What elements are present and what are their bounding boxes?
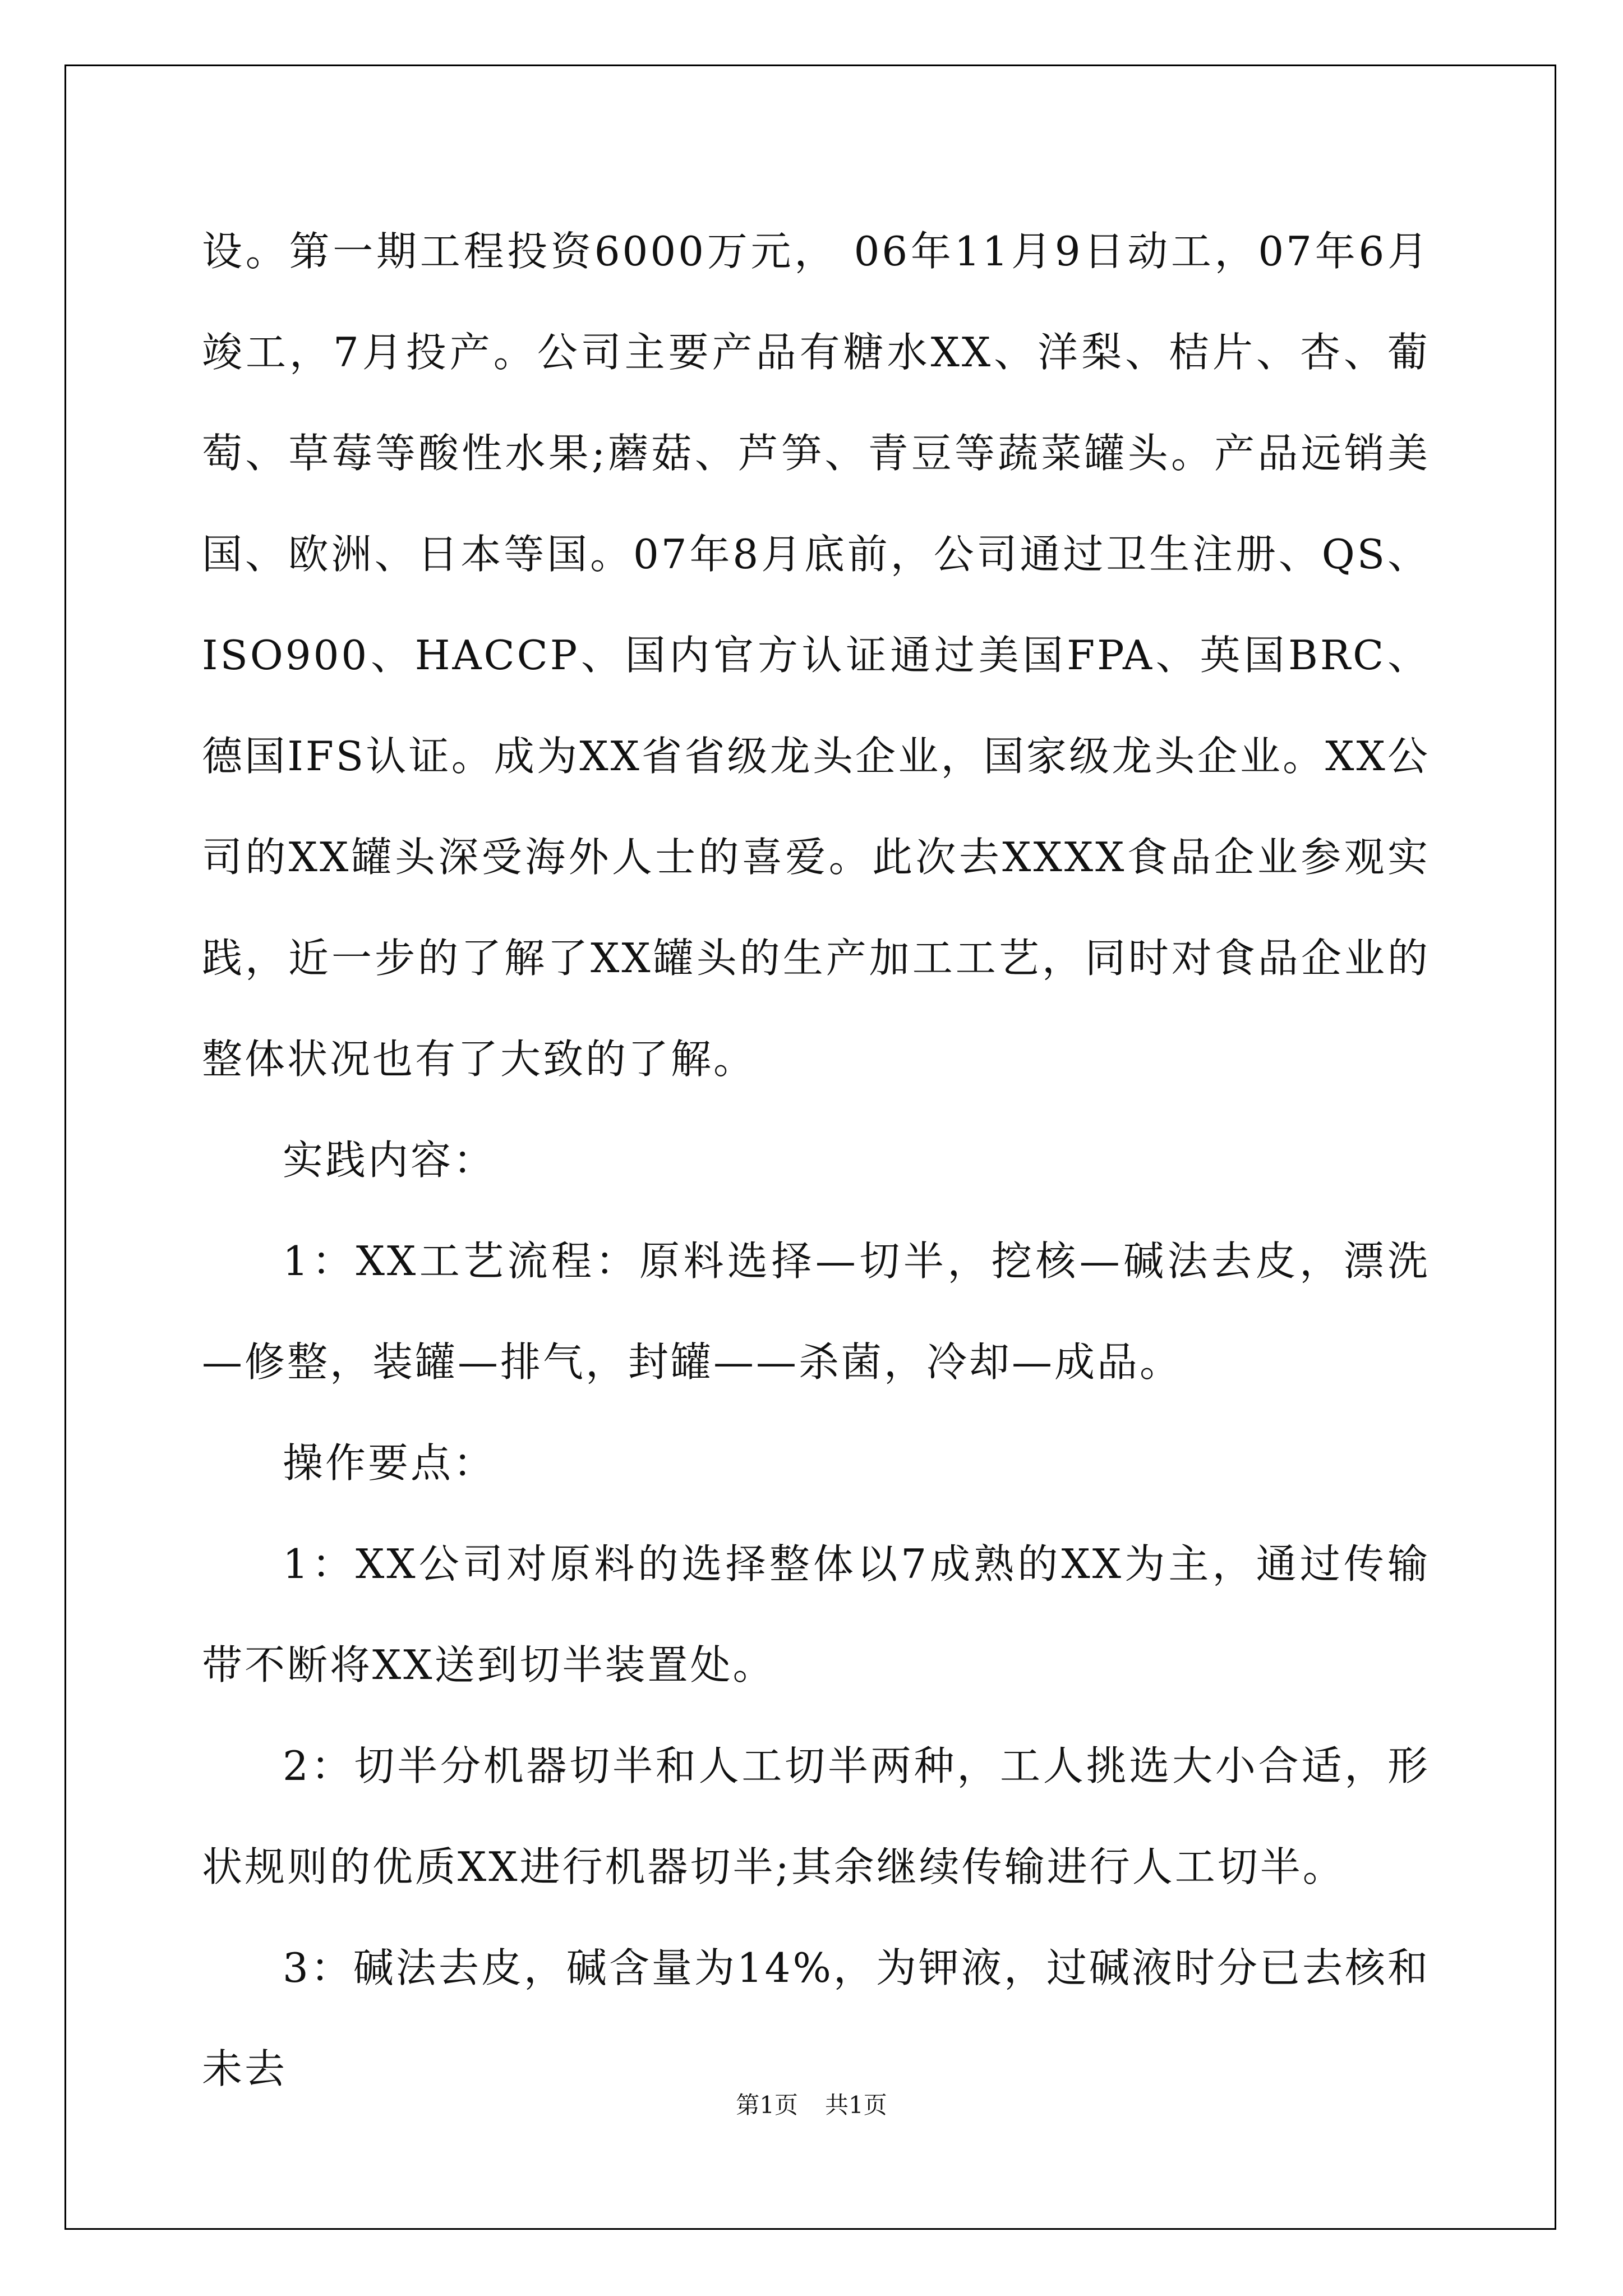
paragraph-point-1: 1：XX公司对原料的选择整体以7成熟的XX为主，通过传输带不断将XX送到切半装置处。 [202,1540,1430,1688]
heading-practice-content: 实践内容： [283,1137,496,1184]
paragraph-process-flow: 1：XX工艺流程：原料选择—切半，挖核—碱法去皮，漂洗—修整，装罐—排气，封罐——杀菌，冷却—成品。 [202,1237,1430,1386]
paragraph-point-3: 3：碱法去皮，碱含量为14%，为钾液，过碱液时分已去核和未去 [202,1944,1430,2092]
heading-operation-points: 操作要点： [283,1439,496,1487]
paragraph-intro: 设。第一期工程投资6000万元， 06年11月9日动工，07年6月竣工，7月投产。公司主要产品有糖水XX、洋梨、桔片、杏、葡萄、草莓等酸性水果;蘑菇、芦笋、青豆等蔬菜罐头。产品远销美国、欧洲、日本等国。07年8月底前，公司通过卫生注册、QS、ISO900、HACCP、国内官方认证通过美国FPA、英国BRC、德国IFS认证。成为XX省省级龙头企业，国家级龙头企业。XX公司的XX罐头深受海外人士的喜爱。此次去XXXX食品企业参观实践，近一步的了解了XX罐头的生产加工工艺，同时对食品企业的整体状况也有了大致的了解。 [202,228,1430,1083]
page-total: 共1页 [825,2091,887,2119]
page-footer [0,2087,1623,2120]
page-number: 第1页 [736,2091,798,2119]
paragraph-point-2: 2：切半分机器切半和人工切半两种，工人挑选大小合适，形状规则的优质XX进行机器切半;其余继续传输进行人工切半。 [202,1742,1430,1890]
document-body [202,201,1430,2119]
